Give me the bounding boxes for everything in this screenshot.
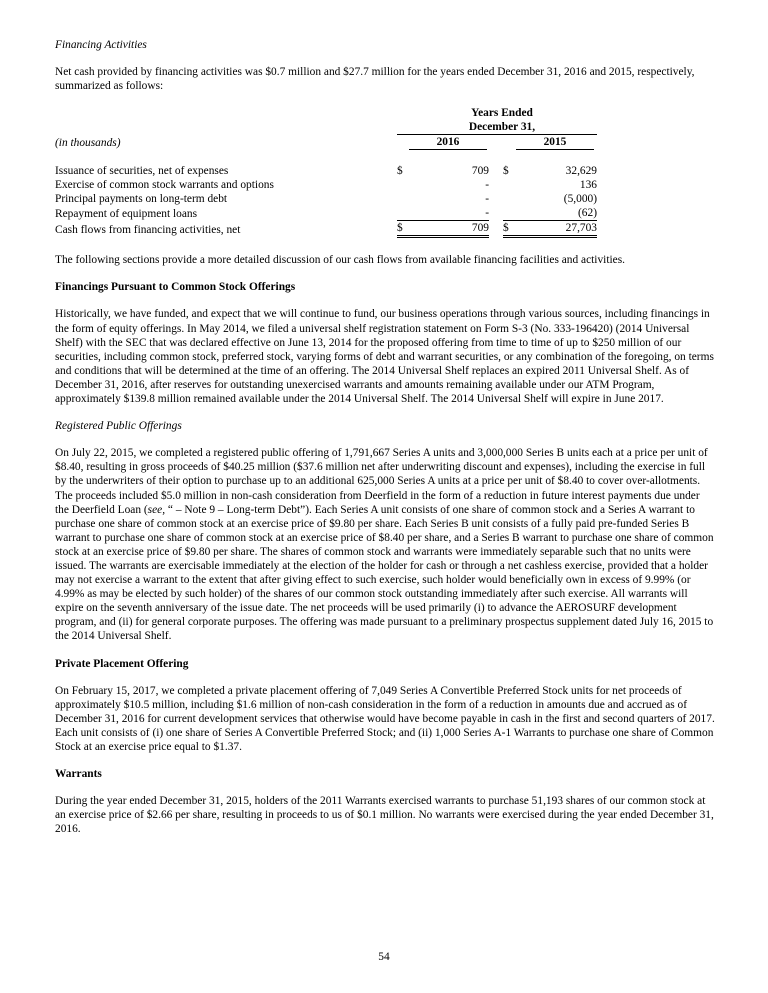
- registered-public-offerings-paragraph: [55, 446, 715, 643]
- common-stock-offerings-heading: Financings Pursuant to Common Stock Offerings: [55, 281, 296, 294]
- row-label: Exercise of common stock warrants and options: [55, 179, 274, 192]
- value-2016: -: [485, 193, 489, 206]
- table-header-years-ended: Years Ended: [471, 107, 533, 120]
- column-header-2015: 2015: [516, 135, 595, 150]
- table-header-december: December 31,: [468, 121, 536, 134]
- private-placement-paragraph: On February 15, 2017, we completed a private placement offering of 7,049 Series A Convertible Preferred Stock units for net proceeds of approximately $10.5 million, including $1.6 million of non-cash consideration in the form of a reduction in amounts due and accrued as of December 31, 2016 for current development services that otherwise would have become payable in cash in the first and second quarters of 2017. Each unit consists of (i) one share of Series A Convertible Preferred Stock; and (ii) 1,000 Series A-1 Warrants to purchase one share of Common Stock at an exercise price equal to $1.37.: [55, 684, 715, 753]
- value-2016: -: [407, 206, 489, 221]
- value-2015: 32,629: [565, 165, 597, 178]
- table-row: [55, 192, 715, 206]
- warrants-heading: Warrants: [55, 768, 102, 781]
- paragraph-text: “ – Note 9 – Long-term Debt”). Each Series A unit consists of one share of common stock and a Series A warrant to purchase one share of common stock at an exercise price of $9.80 per share. Each Series B unit consists of a fully paid pre-funded Series B warrant to purchase one share of common stock at an exercise price of $8.40 per share, and a Series B warrant to purchase one share of common stock at an exercise price of $9.80 per share. The shares of common stock and warrants were immediately separable such that no units were issued. The warrants are exercisable immediately at the election of the holder for cash or through a net cashless exercise, provided that a holder may not exercise a warrant to the extent that after giving effect to such exercise, such holder would beneficially own in excess of 9.99% (or 4.99% as may be elected by such holder) of the shares of our common stock outstanding immediately after such exercise. All warrants will expire on the seventh anniversary of the issue date. The net proceeds will be used primarily (i) to advance the AEROSURF development program, and (ii) for general corporate purposes. The offering was made pursuant to a preliminary prospectus supplement dated July 16, 2015 to the 2014 Universal Shelf.: [55, 503, 714, 643]
- private-placement-heading: Private Placement Offering: [55, 657, 189, 670]
- value-2015: 136: [579, 179, 597, 192]
- page-number: 54: [378, 951, 390, 963]
- financing-table: [55, 106, 715, 238]
- row-label: Repayment of equipment loans: [55, 207, 198, 220]
- value-2015: 27,703: [513, 221, 597, 237]
- warrants-paragraph: During the year ended December 31, 2015, holders of the 2011 Warrants exercised warrants to purchase 51,193 shares of our common stock at an exercise price of $2.66 per share, resulting in proceeds to us of $0.1 million. No warrants were exercised during the year ended December 31, 2016.: [55, 795, 714, 836]
- currency-symbol: $: [503, 165, 509, 178]
- currency-symbol: $: [397, 221, 407, 237]
- paragraph-text: On July 22, 2015, we completed a registered public offering of 1,791,667 Series A units and 3,000,000 Series B units each at a price per unit of $8.40, resulting in gross proceeds of $40.25 million ($37.6 million net after underwriting discount and expenses), including the exercise in full by the underwriters of their option to purchase up to an additional 625,000 Series A units at a price per unit of $8.40 to cover over-allotments. The proceeds included $5.0 million in non-cash consideration from Deerfield in the form of a reduction in future interest payments due under the Deerfield Loan (: [55, 447, 708, 516]
- currency-symbol: $: [397, 165, 403, 178]
- row-label: Issuance of securities, net of expenses: [55, 165, 229, 178]
- financing-activities-heading: Financing Activities: [55, 39, 147, 51]
- value-2015: (5,000): [563, 193, 597, 206]
- registered-public-offerings-heading: Registered Public Offerings: [55, 420, 182, 433]
- financing-intro-paragraph: Net cash provided by financing activities was $0.7 million and $27.7 million for the years ended December 31, 2016 and 2015, respectively, summarized as follows:: [55, 66, 695, 93]
- table-row-total: [55, 221, 715, 237]
- row-label: Principal payments on long-term debt: [55, 193, 228, 206]
- value-2016: 709: [471, 165, 489, 178]
- value-2016: -: [485, 179, 489, 192]
- table-row: [55, 164, 715, 178]
- table-row: [55, 178, 715, 192]
- value-2016: 709: [407, 221, 489, 237]
- currency-symbol: $: [503, 221, 513, 237]
- document-page: [55, 38, 715, 836]
- table-row: [55, 206, 715, 221]
- row-label: Cash flows from financing activities, net: [55, 223, 241, 236]
- column-header-2016: 2016: [409, 135, 486, 150]
- table-units-label: (in thousands): [55, 137, 121, 150]
- see-reference: see,: [147, 503, 166, 516]
- value-2015: (62): [513, 206, 597, 221]
- common-stock-offerings-paragraph: Historically, we have funded, and expect that we will continue to fund, our business operations through various sources, including financings in the form of equity offerings. In May 2014, we filed a universal shelf registration statement on Form S-3 (No. 333-196420) (2014 Universal Shelf) with the SEC that was declared effective on June 13, 2014 for the proposed offering from time to time of up to $250 million of our securities, including common stock, preferred stock, varying forms of debt and warrant securities, or any combination of the foregoing, on terms and conditions that will be determined at the time of an offering. The 2014 Universal Shelf replaces an expired 2011 Universal Shelf. As of December 31, 2016, after reserves for outstanding unexercised warrants and amounts remaining available under our ATM Program, approximately $139.8 million remained available under the 2014 Universal Shelf. The 2014 Universal Shelf will expire in June 2017.: [55, 308, 714, 406]
- following-sections-paragraph: The following sections provide a more detailed discussion of our cash flows from available financing facilities and activities.: [55, 254, 625, 267]
